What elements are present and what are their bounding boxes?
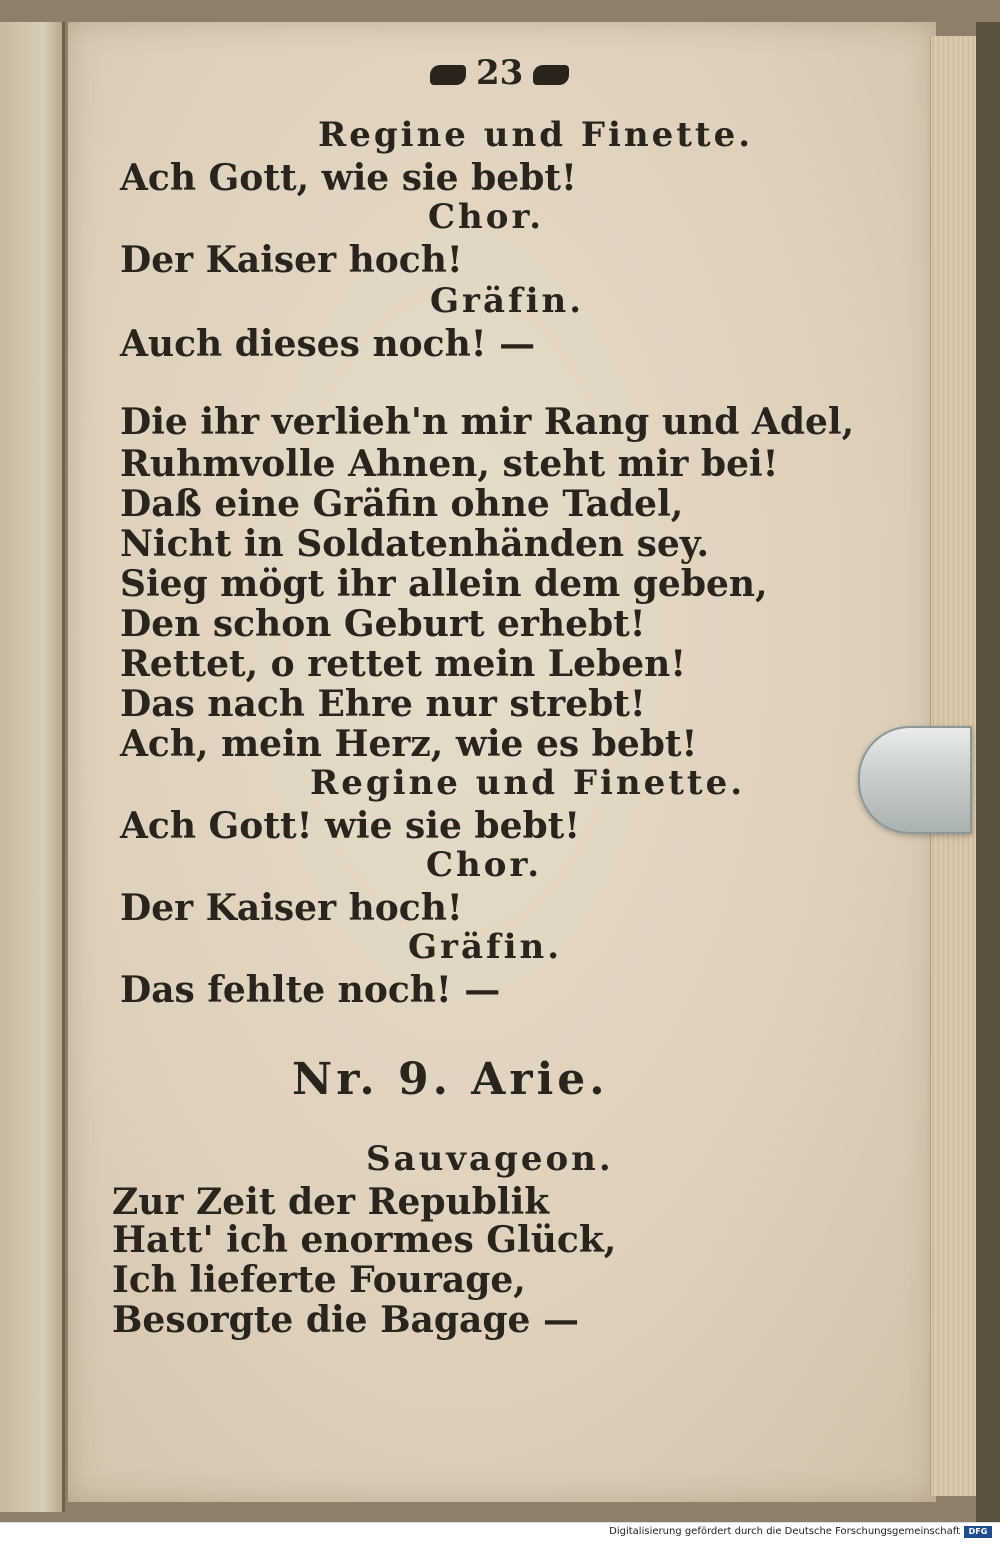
verse-line: Rettet, o rettet mein Leben! [120,643,687,685]
page-number: 23 [420,56,579,90]
verse-line: Die ihr verlieh'n mir Rang und Adel, [120,401,855,443]
speaker-label: Regine und Finette. [310,763,746,803]
verse-line: Daß eine Gräfin ohne Tadel, [120,483,684,525]
speaker-label: Gräfin. [430,281,585,321]
verse-line: Nicht in Soldatenhänden sey. [120,523,710,565]
footer-credit: Digitalisierung gefördert durch die Deutsche Forschungsgemeinschaft [609,1526,960,1537]
verse-line: Den schon Geburt erhebt! [120,603,646,645]
ornament-right-icon [533,65,569,85]
section-heading: Nr. 9. Arie. [292,1054,609,1105]
scanner-border [976,22,1000,1522]
speaker-label: Chor. [426,845,543,885]
verse-line: Besorgte die Bagage — [112,1299,579,1341]
verse-line: Ach Gott, wie sie bebt! [120,157,577,199]
verse-line: Zur Zeit der Republik [112,1181,550,1223]
page-clip [858,726,972,834]
verse-line: Hatt' ich enormes Glück, [112,1219,617,1261]
verse-line: Der Kaiser hoch! [120,887,463,929]
ornament-left-icon [430,65,466,85]
verse-line: Ich lieferte Fourage, [112,1259,526,1301]
speaker-label: Gräfin. [408,927,563,967]
facing-page-edge [0,22,65,1512]
dfg-logo: DFG [964,1526,992,1538]
verse-line: Ach Gott! wie sie bebt! [120,805,581,847]
verse-line: Der Kaiser hoch! [120,239,463,281]
speaker-label: Sauvageon. [366,1139,614,1179]
verse-line: Ruhmvolle Ahnen, steht mir bei! [120,443,779,485]
verse-line: Sieg mögt ihr allein dem geben, [120,563,768,605]
verse-line: Das nach Ehre nur strebt! [120,683,646,725]
verse-line: Auch dieses noch! — [120,323,536,365]
speaker-label: Chor. [428,197,545,237]
verse-line: Das fehlte noch! — [120,969,501,1011]
speaker-label: Regine und Finette. [318,115,754,155]
verse-line: Ach, mein Herz, wie es bebt! [120,723,698,765]
